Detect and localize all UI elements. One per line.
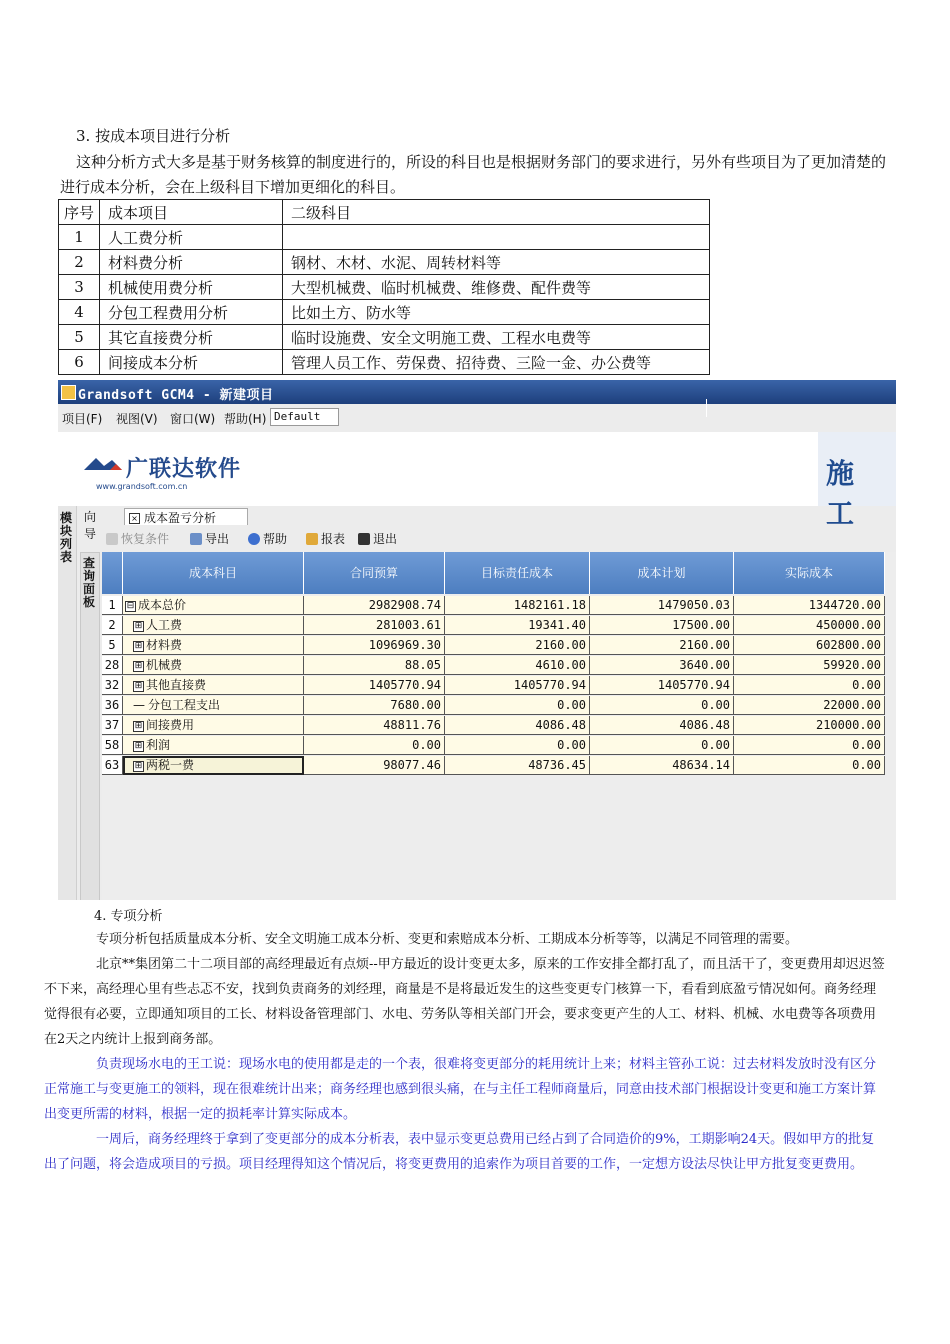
row-number: 63 bbox=[102, 756, 123, 775]
help-icon bbox=[248, 533, 260, 545]
row-number: 1 bbox=[102, 596, 123, 615]
row-name-cell[interactable]: ⊞ 其他直接费 bbox=[123, 676, 304, 695]
grid-header-cell[interactable]: 目标责任成本 bbox=[445, 552, 590, 594]
section3-heading: 3. 按成本项目进行分析 bbox=[76, 127, 231, 145]
expand-icon[interactable]: ⊞ bbox=[134, 741, 143, 751]
target-cell[interactable]: 0.00 bbox=[445, 696, 590, 715]
exit-button[interactable]: 退出 bbox=[358, 530, 397, 547]
expand-icon[interactable]: ⊞ bbox=[134, 721, 143, 731]
expand-icon[interactable]: ⊞ bbox=[134, 681, 143, 691]
export-button[interactable]: 导出 bbox=[190, 530, 229, 547]
table-cell: 临时设施费、安全文明施工费、工程水电费等 bbox=[283, 325, 710, 350]
query-panel[interactable] bbox=[80, 552, 100, 900]
target-cell[interactable]: 19341.40 bbox=[445, 616, 590, 635]
report-icon bbox=[306, 533, 318, 545]
menu-bar bbox=[58, 406, 896, 428]
row-number: 28 bbox=[102, 656, 123, 675]
row-name-cell[interactable]: ⊟ 成本总价 bbox=[123, 596, 304, 615]
table-cell: 2 bbox=[59, 250, 100, 275]
table-row bbox=[59, 225, 710, 250]
grid-header-cell[interactable]: 合同预算 bbox=[304, 552, 445, 594]
row-number: 37 bbox=[102, 716, 123, 735]
contract-cell[interactable]: 88.05 bbox=[304, 656, 445, 675]
target-cell[interactable]: 0.00 bbox=[445, 736, 590, 755]
table-header: 序号 bbox=[59, 200, 100, 225]
help-button[interactable]: 帮助 bbox=[248, 530, 287, 547]
table-header: 二级科目 bbox=[283, 200, 710, 225]
contract-cell[interactable]: 98077.46 bbox=[304, 756, 445, 775]
table-cell: 比如土方、防水等 bbox=[283, 300, 710, 325]
row-number: 32 bbox=[102, 676, 123, 695]
table-cell: 其它直接费分析 bbox=[100, 325, 283, 350]
row-name-cell[interactable]: ⊞ 机械费 bbox=[123, 656, 304, 675]
menu-view[interactable]: 视图(V) bbox=[116, 412, 158, 426]
row-name-cell[interactable]: — 分包工程支出 bbox=[123, 696, 304, 715]
table-row bbox=[59, 275, 710, 300]
expand-icon[interactable]: ⊞ bbox=[134, 641, 143, 651]
query-panel-label: 查询面板 bbox=[82, 556, 95, 609]
plan-cell[interactable]: 1479050.03 bbox=[590, 596, 734, 615]
expand-icon[interactable]: ⊞ bbox=[134, 621, 143, 631]
table-cell bbox=[283, 225, 710, 250]
grid-header-cell[interactable]: 成本计划 bbox=[590, 552, 734, 594]
table-cell: 人工费分析 bbox=[100, 225, 283, 250]
expand-icon[interactable]: ⊞ bbox=[134, 661, 143, 671]
plan-cell[interactable]: 4086.48 bbox=[590, 716, 734, 735]
menu-project[interactable]: 项目(F) bbox=[62, 412, 103, 426]
tab-guide[interactable]: 向导 bbox=[84, 510, 97, 541]
row-number: 36 bbox=[102, 696, 123, 715]
plan-cell[interactable]: 3640.00 bbox=[590, 656, 734, 675]
logo-mark-icon bbox=[82, 454, 124, 474]
section4-paragraph-4: 一周后，商务经理终于拿到了变更部分的成本分析表，表中显示变更总费用已经占到了合同造价的9%，工期影响24天。假如甲方的批复出了问题，将会造成项目的亏损。项目经理得知这个情况后，将变更费用的追索作为项目首要的工作，一定想方设法尽快让甲方批复变更费用。 bbox=[44, 1132, 875, 1172]
table-cell: 材料费分析 bbox=[100, 250, 283, 275]
window-titlebar[interactable] bbox=[58, 380, 896, 404]
table-row bbox=[59, 350, 710, 375]
row-number: 5 bbox=[102, 636, 123, 655]
grid-header-corner bbox=[102, 552, 123, 594]
software-screenshot bbox=[58, 380, 896, 900]
row-name-cell-selected[interactable]: ⊞ 两税一费 bbox=[123, 756, 304, 775]
project-selector[interactable]: Default bbox=[270, 408, 339, 426]
plan-cell[interactable]: 0.00 bbox=[590, 696, 734, 715]
table-cell: 管理人员工作、劳保费、招待费、三险一金、办公费等 bbox=[283, 350, 710, 375]
menu-help[interactable]: 帮助(H) bbox=[224, 412, 267, 426]
contract-cell[interactable]: 2982908.74 bbox=[304, 596, 445, 615]
actual-cell[interactable]: 1344720.00 bbox=[734, 596, 885, 615]
window-title: Grandsoft GCM4 - 新建项目 bbox=[78, 388, 274, 403]
plan-cell[interactable]: 17500.00 bbox=[590, 616, 734, 635]
contract-cell[interactable]: 1096969.30 bbox=[304, 636, 445, 655]
tab-cost-profit-analysis[interactable] bbox=[124, 508, 248, 525]
cost-grid bbox=[102, 552, 896, 900]
leaf-icon: — bbox=[133, 698, 145, 712]
contract-cell[interactable]: 48811.76 bbox=[304, 716, 445, 735]
table-cell: 5 bbox=[59, 325, 100, 350]
table-cell: 分包工程费用分析 bbox=[100, 300, 283, 325]
close-icon[interactable]: × bbox=[129, 513, 140, 524]
actual-cell[interactable]: 0.00 bbox=[734, 736, 885, 755]
plan-cell[interactable]: 2160.00 bbox=[590, 636, 734, 655]
target-cell[interactable]: 1405770.94 bbox=[445, 676, 590, 695]
section4-paragraph-1: 专项分析包括质量成本分析、安全文明施工成本分析、变更和索赔成本分析、工期成本分析等等，以满足不同管理的需要。 bbox=[96, 932, 799, 947]
actual-cell[interactable]: 450000.00 bbox=[734, 616, 885, 635]
row-number: 58 bbox=[102, 736, 123, 755]
menu-window[interactable]: 窗口(W) bbox=[170, 412, 216, 426]
section4-paragraph-2: 北京**集团第二十二项目部的高经理最近有点烦--甲方最近的设计变更太多，原来的工作安排全都打乱了，而且活干了，变更费用却迟迟签不下来，高经理心里有些忐忑不安，找到负责商务的刘经理，商量是不是将最近发生的这些变更专门核算一下，看看到底盈亏情况如何。商务经理觉得很有必要，立即通知项目的工长、材料设备管理部门、水电、劳务队等相关部门开会，要求变更产生的人工、材料、机械、水电费等各项费用在2天之内统计上报到商务部。 bbox=[44, 957, 885, 1047]
table-cell: 机械使用费分析 bbox=[100, 275, 283, 300]
module-list-label: 模块列表 bbox=[59, 511, 72, 564]
table-row bbox=[59, 250, 710, 275]
contract-cell[interactable]: 7680.00 bbox=[304, 696, 445, 715]
exit-icon bbox=[358, 533, 370, 545]
report-button[interactable]: 报表 bbox=[306, 530, 345, 547]
collapse-icon[interactable]: ⊟ bbox=[126, 601, 135, 611]
table-cell: 钢材、木材、水泥、周转材料等 bbox=[283, 250, 710, 275]
table-cell: 大型机械费、临时机械费、维修费、配件费等 bbox=[283, 275, 710, 300]
section3-paragraph: 这种分析方式大多是基于财务核算的制度进行的，所设的科目也是根据财务部门的要求进行，另外有些项目为了更加清楚的进行成本分析，会在上级科目下增加更细化的科目。 bbox=[60, 153, 887, 196]
restore-condition-button[interactable]: 恢复条件 bbox=[106, 530, 169, 547]
banner-right-text: 施工 bbox=[826, 457, 863, 530]
cost-item-table bbox=[58, 199, 710, 375]
plan-cell[interactable]: 1405770.94 bbox=[590, 676, 734, 695]
table-header-row bbox=[59, 200, 710, 225]
plan-cell[interactable]: 48634.14 bbox=[590, 756, 734, 775]
expand-icon[interactable]: ⊞ bbox=[134, 761, 143, 771]
row-number: 2 bbox=[102, 616, 123, 635]
plan-cell[interactable]: 0.00 bbox=[590, 736, 734, 755]
table-cell: 4 bbox=[59, 300, 100, 325]
actual-cell[interactable]: 59920.00 bbox=[734, 656, 885, 675]
app-icon bbox=[61, 385, 76, 400]
toolbar bbox=[80, 528, 896, 548]
contract-cell[interactable]: 1405770.94 bbox=[304, 676, 445, 695]
target-cell[interactable]: 1482161.18 bbox=[445, 596, 590, 615]
table-cell: 间接成本分析 bbox=[100, 350, 283, 375]
restore-icon bbox=[106, 533, 118, 545]
contract-cell[interactable]: 281003.61 bbox=[304, 616, 445, 635]
tab-label: 成本盈亏分析 bbox=[144, 511, 217, 525]
table-cell: 1 bbox=[59, 225, 100, 250]
grid-header-cell[interactable]: 实际成本 bbox=[734, 552, 885, 594]
row-name-cell[interactable]: ⊞ 利润 bbox=[123, 736, 304, 755]
actual-cell[interactable]: 0.00 bbox=[734, 676, 885, 695]
module-list-panel[interactable] bbox=[58, 506, 77, 900]
table-cell: 3 bbox=[59, 275, 100, 300]
section4-paragraph-3: 负责现场水电的王工说：现场水电的使用都是走的一个表，很难将变更部分的耗用统计上来；材料主管孙工说：过去材料发放时没有区分正常施工与变更施工的领料，现在很难统计出来；商务经理也感到很头痛，在与主任工程师商量后，同意由技术部门根据设计变更和施工方案计算出变更所需的材料，根据一定的损耗率计算实际成本。 bbox=[44, 1057, 877, 1122]
table-cell: 6 bbox=[59, 350, 100, 375]
target-cell[interactable]: 4086.48 bbox=[445, 716, 590, 735]
grid-header-cell[interactable]: 成本科目 bbox=[123, 552, 304, 594]
logo-text: 广联达软件 bbox=[126, 457, 242, 482]
table-row bbox=[59, 300, 710, 325]
banner-right-graphic bbox=[818, 432, 896, 530]
row-name-cell[interactable]: ⊞ 人工费 bbox=[123, 616, 304, 635]
section4-heading: 4. 专项分析 bbox=[94, 909, 163, 924]
logo-url: www.grandsoft.com.cn bbox=[96, 482, 188, 491]
actual-cell[interactable]: 0.00 bbox=[734, 756, 885, 775]
target-cell[interactable]: 4610.00 bbox=[445, 656, 590, 675]
actual-cell[interactable]: 210000.00 bbox=[734, 716, 885, 735]
row-name-cell[interactable]: ⊞ 材料费 bbox=[123, 636, 304, 655]
table-header: 成本项目 bbox=[100, 200, 283, 225]
table-row bbox=[59, 325, 710, 350]
actual-cell[interactable]: 22000.00 bbox=[734, 696, 885, 715]
row-name-cell[interactable]: ⊞ 间接费用 bbox=[123, 716, 304, 735]
actual-cell[interactable]: 602800.00 bbox=[734, 636, 885, 655]
export-icon bbox=[190, 533, 202, 545]
target-cell[interactable]: 48736.45 bbox=[445, 756, 590, 775]
target-cell[interactable]: 2160.00 bbox=[445, 636, 590, 655]
contract-cell[interactable]: 0.00 bbox=[304, 736, 445, 755]
